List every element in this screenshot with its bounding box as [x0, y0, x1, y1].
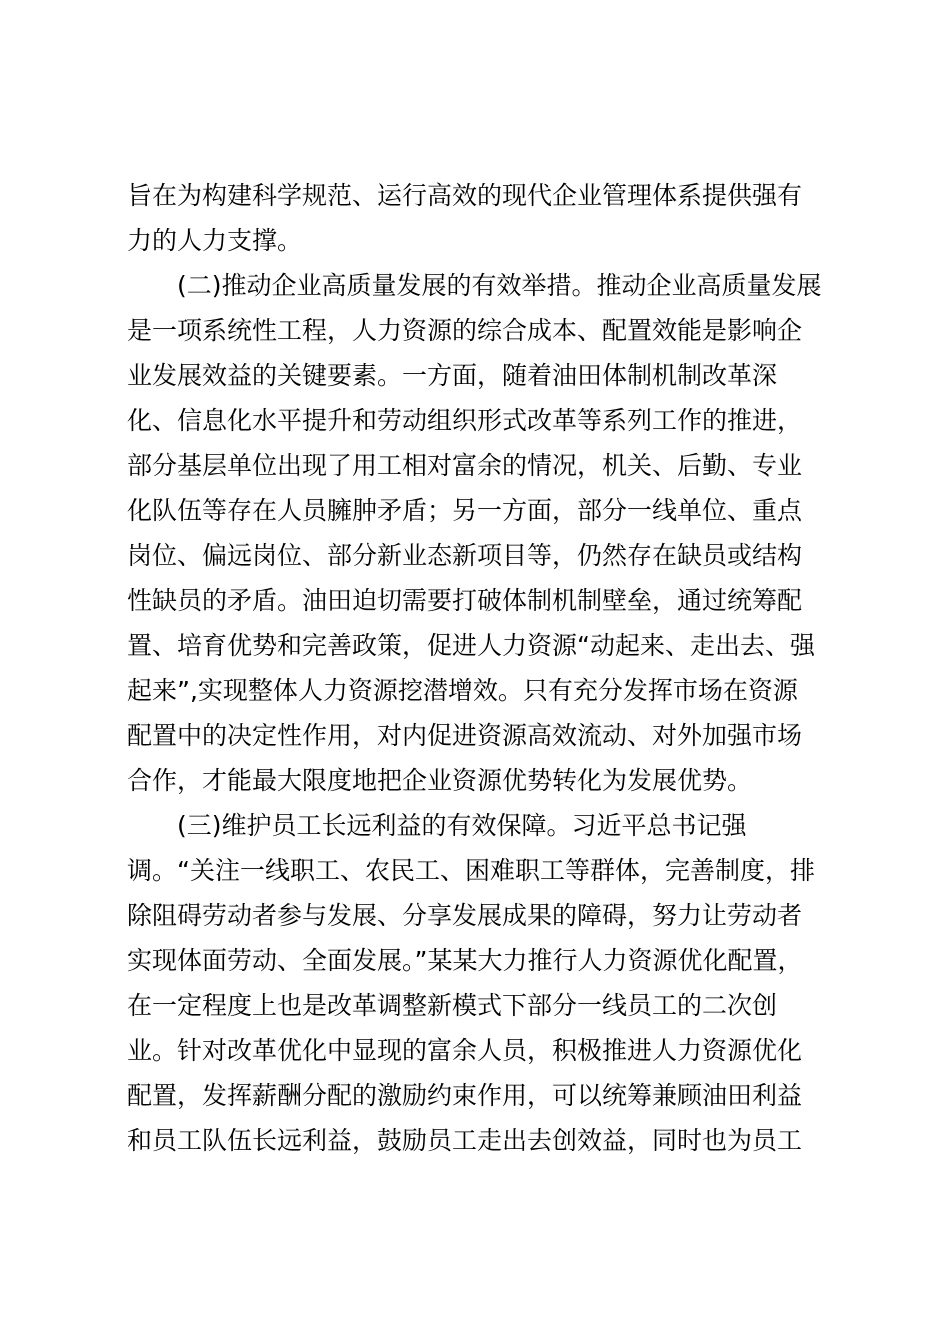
body-text-line: 部分基层单位出现了用工相对富余的情况，机关、后勤、专业: [127, 451, 803, 480]
body-text-line: 化、信息化水平提升和劳动组织形式改革等系列工作的推进，: [127, 406, 803, 435]
body-text-line: 旨在为构建科学规范、运行高效的现代企业管理体系提供强有: [127, 181, 803, 210]
body-text-line: 和员工队伍长远利益，鼓励员工走出去创效益，同时也为员工: [127, 1126, 803, 1155]
body-text-line: 业。针对改革优化中显现的富余人员，积极推进人力资源优化: [127, 1036, 803, 1065]
body-text-line: 调。“关注一线职工、农民工、困难职工等群体，完善制度，排: [127, 856, 815, 885]
body-text-line: 合作，才能最大限度地把企业资源优势转化为发展优势。: [127, 766, 753, 795]
body-text-line: 在一定程度上也是改革调整新模式下部分一线员工的二次创: [127, 991, 778, 1020]
body-text-line: 性缺员的矛盾。油田迫切需要打破体制机制壁垒，通过统筹配: [127, 586, 803, 615]
body-text-line: 实现体面劳动、全面发展。”某某大力推行人力资源优化配置，: [127, 946, 803, 975]
section-heading-line: (二)推动企业高质量发展的有效举措。推动企业高质量发展: [177, 271, 822, 300]
body-text-line: 化队伍等存在人员臃肿矛盾；另一方面，部分一线单位、重点: [127, 496, 803, 525]
body-text-line: 配置，发挥薪酬分配的激励约束作用，可以统筹兼顾油田利益: [127, 1081, 803, 1110]
body-text-line: 业发展效益的关键要素。一方面，随着油田体制机制改革深: [127, 361, 778, 390]
body-text-line: 起来”,实现整体人力资源挖潜增效。只有充分发挥市场在资源: [127, 676, 798, 705]
body-text-line: 配置中的决定性作用，对内促进资源高效流动、对外加强市场: [127, 721, 803, 750]
body-text-line: 岗位、偏远岗位、部分新业态新项目等，仍然存在缺员或结构: [127, 541, 803, 570]
section-heading-line: (三)维护员工长远利益的有效保障。习近平总书记强: [177, 811, 747, 840]
body-text-line: 力的人力支撑。: [127, 226, 303, 255]
body-text-line: 除阻碍劳动者参与发展、分享发展成果的障碍，努力让劳动者: [127, 901, 803, 930]
body-text-line: 是一项系统性工程，人力资源的综合成本、配置效能是影响企: [127, 316, 803, 345]
body-text-line: 置、培育优势和完善政策，促进人力资源“动起来、走出去、强: [127, 631, 815, 660]
